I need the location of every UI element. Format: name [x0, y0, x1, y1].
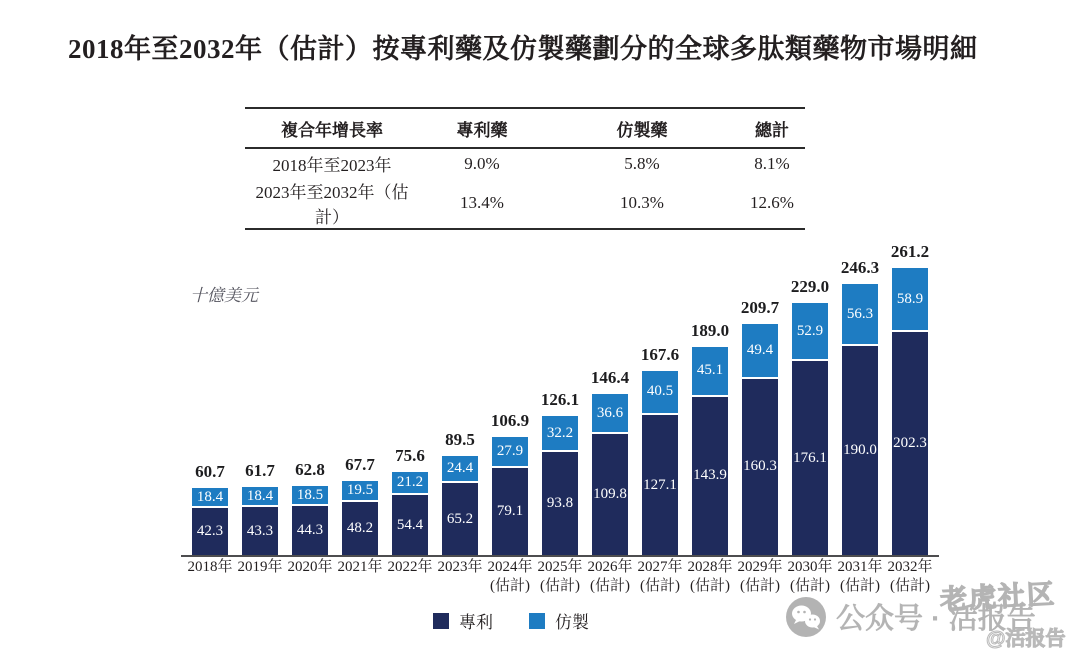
x-axis-tick-label: 2022年 — [387, 559, 433, 575]
x-axis-tick-label: 2029年 (估計) — [737, 559, 783, 594]
cagr-table-cell: 5.8% — [624, 153, 660, 173]
bar-segment-generic: 18.5 — [292, 486, 328, 506]
bar-segment-patent: 127.1 — [642, 415, 678, 555]
bar-chart-plot-area — [185, 235, 935, 594]
legend-item-專利 — [433, 608, 493, 633]
bar-total-label: 89.5 — [445, 430, 475, 450]
bar-segment-patent: 65.2 — [442, 483, 478, 555]
cagr-table-body — [245, 148, 805, 229]
bar-group-2025年 — [535, 235, 585, 594]
bar-total-label: 189.0 — [690, 321, 730, 341]
bar-total-label: 75.6 — [395, 445, 425, 465]
x-axis-tick-label: 2021年 — [337, 559, 383, 575]
bar-total-label: 106.9 — [490, 411, 530, 431]
cagr-table-cell: 9.0% — [464, 153, 500, 173]
legend-label: 仿製 — [555, 613, 589, 632]
y-axis-unit-label: 十億美元 — [190, 286, 258, 305]
bar-group-2032年 — [885, 235, 935, 594]
x-axis-tick-label: 2020年 — [287, 559, 333, 575]
bar-total-label: 261.2 — [890, 241, 930, 261]
cagr-table-cell: 13.4% — [419, 178, 545, 229]
cagr-table-cell: 10.3% — [545, 178, 739, 229]
bar-total-label: 209.7 — [740, 298, 780, 318]
x-axis-tick-label: 2023年 — [437, 559, 483, 575]
bar-total-label: 67.7 — [345, 454, 375, 474]
bar-group-2030年 — [785, 235, 835, 594]
bar-segment-patent: 190.0 — [842, 346, 878, 555]
bar-segment-patent: 43.3 — [242, 507, 278, 555]
x-axis-tick-label: 2027年 (估計) — [637, 559, 683, 594]
bar-total-label: 167.6 — [640, 344, 680, 364]
watermark-community: 老虎社区 — [939, 578, 1057, 616]
bar-segment-patent: 42.3 — [192, 508, 228, 555]
x-axis-tick-label: 2026年 (估計) — [587, 559, 633, 594]
bar-segment-patent: 176.1 — [792, 361, 828, 555]
cagr-header-cell: 專利藥 — [419, 108, 545, 148]
cagr-table-cell: 12.6% — [739, 178, 805, 229]
bar-group-2019年 — [235, 235, 285, 575]
watermark-handle: @活报告 — [986, 628, 1066, 650]
bar-segment-patent: 54.4 — [392, 495, 428, 555]
cagr-table — [245, 107, 805, 230]
bar-segment-patent: 48.2 — [342, 502, 378, 555]
bar-total-label: 146.4 — [590, 367, 630, 387]
bar-total-label: 62.8 — [295, 459, 325, 479]
bar-segment-generic: 18.4 — [242, 487, 278, 507]
bar-total-label: 61.7 — [245, 461, 275, 481]
bar-segment-generic: 40.5 — [642, 371, 678, 416]
cagr-table-cell: 2023年至2032年（估計） — [245, 178, 419, 229]
bar-group-2022年 — [385, 235, 435, 575]
x-axis-tick-label: 2019年 — [237, 559, 283, 575]
x-axis-tick-label: 2031年 (估計) — [837, 559, 883, 594]
bar-total-label: 229.0 — [790, 277, 830, 297]
bar-group-2021年 — [335, 235, 385, 575]
bar-segment-patent: 44.3 — [292, 506, 328, 555]
bar-segment-generic: 36.6 — [592, 394, 628, 434]
legend-swatch-icon — [529, 613, 545, 629]
bar-segment-patent: 143.9 — [692, 397, 728, 555]
chart-legend — [433, 608, 589, 633]
cagr-table-cell: 2018年至2023年 — [272, 156, 392, 175]
bar-segment-patent: 93.8 — [542, 452, 578, 555]
bar-total-label: 246.3 — [840, 258, 880, 278]
bar-group-2018年 — [185, 235, 235, 575]
bar-group-2029年 — [735, 235, 785, 594]
wechat-icon — [786, 597, 826, 637]
cagr-table-cell: 8.1% — [754, 153, 790, 173]
x-axis-tick-label: 2018年 — [187, 559, 233, 575]
bar-group-2020年 — [285, 235, 335, 575]
bar-group-2028年 — [685, 235, 735, 594]
bar-segment-generic: 32.2 — [542, 416, 578, 451]
bar-segment-generic: 58.9 — [892, 268, 928, 333]
legend-label: 專利 — [459, 613, 493, 632]
bar-segment-generic: 27.9 — [492, 437, 528, 468]
bar-total-label: 126.1 — [540, 390, 580, 410]
cagr-table-row — [245, 148, 805, 178]
x-axis-tick-label: 2032年 (估計) — [887, 559, 933, 594]
bar-segment-patent: 160.3 — [742, 379, 778, 555]
bar-segment-generic: 56.3 — [842, 284, 878, 346]
x-axis-tick-label: 2024年 (估計) — [487, 559, 533, 594]
bar-segment-patent: 79.1 — [492, 468, 528, 555]
bar-group-2023年 — [435, 235, 485, 575]
bar-segment-generic: 21.2 — [392, 472, 428, 495]
cagr-header-cell: 總計 — [739, 108, 805, 148]
bar-segment-generic: 49.4 — [742, 324, 778, 378]
cagr-table-row — [245, 178, 805, 229]
watermark-wechat-label: 公众号 · 活报告 — [836, 603, 1036, 635]
legend-swatch-icon — [433, 613, 449, 629]
cagr-header-cell: 仿製藥 — [545, 108, 739, 148]
bar-segment-generic: 19.5 — [342, 481, 378, 502]
bar-segment-patent: 202.3 — [892, 332, 928, 555]
bar-segment-generic: 52.9 — [792, 303, 828, 361]
bar-segment-generic: 24.4 — [442, 456, 478, 483]
chart-title: 2018年至2032年（估計）按專利藥及仿製藥劃分的全球多肽類藥物市場明細 — [68, 34, 978, 64]
cagr-header-cell: 複合年增長率 — [245, 108, 419, 148]
bar-total-label: 60.7 — [195, 462, 225, 482]
legend-item-仿製 — [529, 608, 589, 633]
cagr-table-header-row — [245, 108, 805, 148]
bar-segment-generic: 18.4 — [192, 488, 228, 508]
x-axis-line — [181, 555, 939, 557]
x-axis-tick-label: 2028年 (估計) — [687, 559, 733, 594]
x-axis-tick-label: 2030年 (估計) — [787, 559, 833, 594]
bar-segment-patent: 109.8 — [592, 434, 628, 555]
bar-group-2027年 — [635, 235, 685, 594]
bar-group-2026年 — [585, 235, 635, 594]
bar-group-2024年 — [485, 235, 535, 594]
bar-group-2031年 — [835, 235, 885, 594]
bar-segment-generic: 45.1 — [692, 347, 728, 397]
x-axis-tick-label: 2025年 (估計) — [537, 559, 583, 594]
